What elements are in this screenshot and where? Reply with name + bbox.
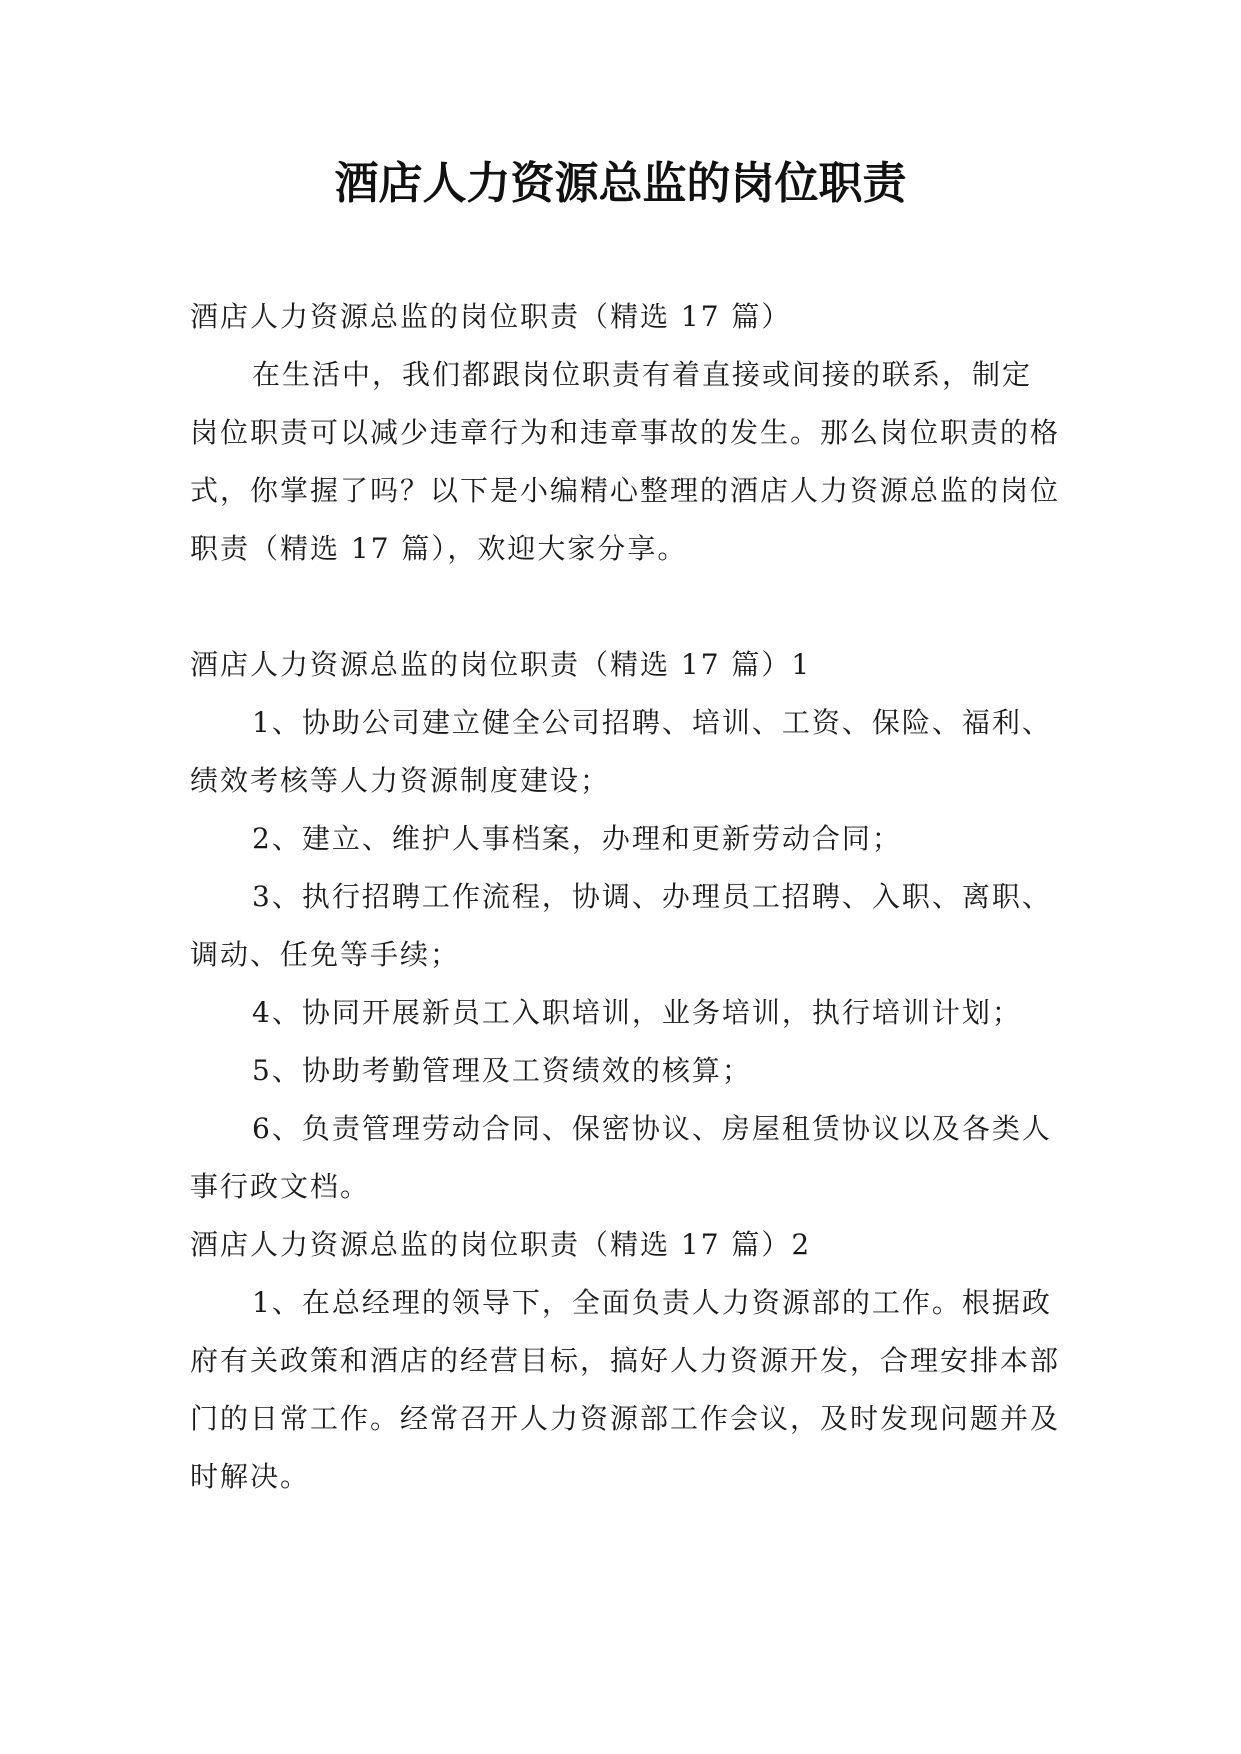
section1-item-6: 6、负责管理劳动合同、保密协议、房屋租赁协议以及各类人事行政文档。 [190,1112,1052,1203]
intro-paragraph: 在生活中，我们都跟岗位职责有着直接或间接的联系，制定岗位职责可以减少违章行为和违章事故的发生。那么岗位职责的格式，你掌握了吗？以下是小编精心整理的酒店人力资源总监的岗位职责（精选 17 篇），欢迎大家分享。 [190,358,1061,565]
document-title: 酒店人力资源总监的岗位职责 [334,158,907,209]
section1-item-2: 2、建立、维护人事档案，办理和更新劳动合同； [252,822,902,855]
section1-item-1: 1、协助公司建立健全公司招聘、培训、工资、保险、福利、绩效考核等人力资源制度建设； [190,706,1052,797]
paragraph-spacer [190,578,1060,636]
section1-item-3: 3、执行招聘工作流程，协调、办理员工招聘、入职、离职、调动、任免等手续； [190,880,1052,971]
document-body [190,288,1060,1506]
section1-item-5: 5、协助考勤管理及工资绩效的核算； [252,1054,752,1087]
section1-item-4: 4、协同开展新员工入职培训，业务培训，执行培训计划； [252,996,1022,1029]
section-heading-2: 酒店人力资源总监的岗位职责（精选 17 篇）2 [190,1228,812,1261]
section2-item-1: 1、在总经理的领导下，全面负责人力资源部的工作。根据政府有关政策和酒店的经营目标，搞好人力资源开发，合理安排本部门的日常工作。经常召开人力资源部工作会议，及时发现问题并及时解决。 [190,1286,1061,1493]
section-heading-1: 酒店人力资源总监的岗位职责（精选 17 篇）1 [190,648,812,681]
document-subtitle: 酒店人力资源总监的岗位职责（精选 17 篇） [190,300,792,333]
